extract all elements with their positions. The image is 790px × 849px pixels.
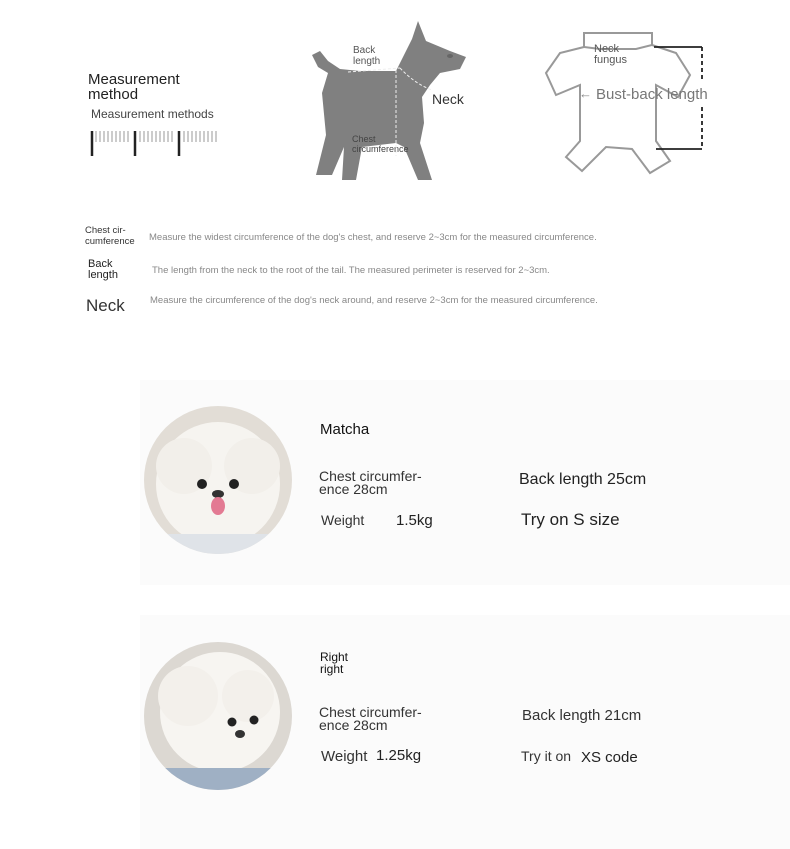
dog-neck-label: Neck: [432, 91, 464, 107]
dog-measure-lines: [340, 60, 440, 160]
desc-neck-text: Measure the circumference of the dog's neck around, and reserve 2~3cm for the measured circumference.: [150, 295, 598, 306]
desc-chest-term: Chest cir- cumference: [85, 225, 135, 247]
measurement-title: Measurement method: [88, 71, 180, 103]
profile-try-label: Try it on: [521, 748, 572, 764]
profile-size: XS code: [581, 749, 638, 766]
profile-weight-value: 1.5kg: [396, 512, 433, 529]
profile-weight-label: Weight: [321, 748, 368, 765]
dog-back-length-label: Back length: [353, 45, 381, 67]
desc-back-text: The length from the neck to the root of the tail. The measured perimeter is reserved for 2~3cm.: [152, 265, 550, 276]
ruler-caption: Measurement methods: [91, 107, 214, 121]
profile-weight-value: 1.25kg: [376, 747, 422, 764]
shirt-arrow-icon: ←: [579, 86, 592, 101]
profile-back-length: Back length 21cm: [522, 707, 642, 724]
shirt-neck-label: Neck fungus: [594, 43, 628, 66]
profile-name: Right right: [320, 650, 349, 676]
shirt-bust-label: Bust-back length: [596, 86, 708, 103]
ruler-icon: [88, 126, 223, 158]
desc-chest-text: Measure the widest circumference of the dog's chest, and reserve 2~3cm for the measured circumference.: [149, 232, 597, 243]
profile-weight-label: Weight: [321, 512, 365, 528]
profile-name: Matcha: [320, 421, 370, 438]
desc-back-term: Back length: [88, 258, 118, 281]
dog-photo-matcha: [144, 406, 292, 554]
dog-chest-label: Chest circumference: [352, 134, 409, 154]
desc-neck-term: Neck: [86, 296, 125, 315]
profile-chest: Chest circumfer- ence 28cm: [319, 704, 422, 733]
dog-photo-right: [144, 642, 292, 790]
profile-chest: Chest circumfer- ence 28cm: [319, 468, 422, 497]
profile-size: Try on S size: [521, 510, 620, 529]
profile-back-length: Back length 25cm: [519, 471, 647, 488]
